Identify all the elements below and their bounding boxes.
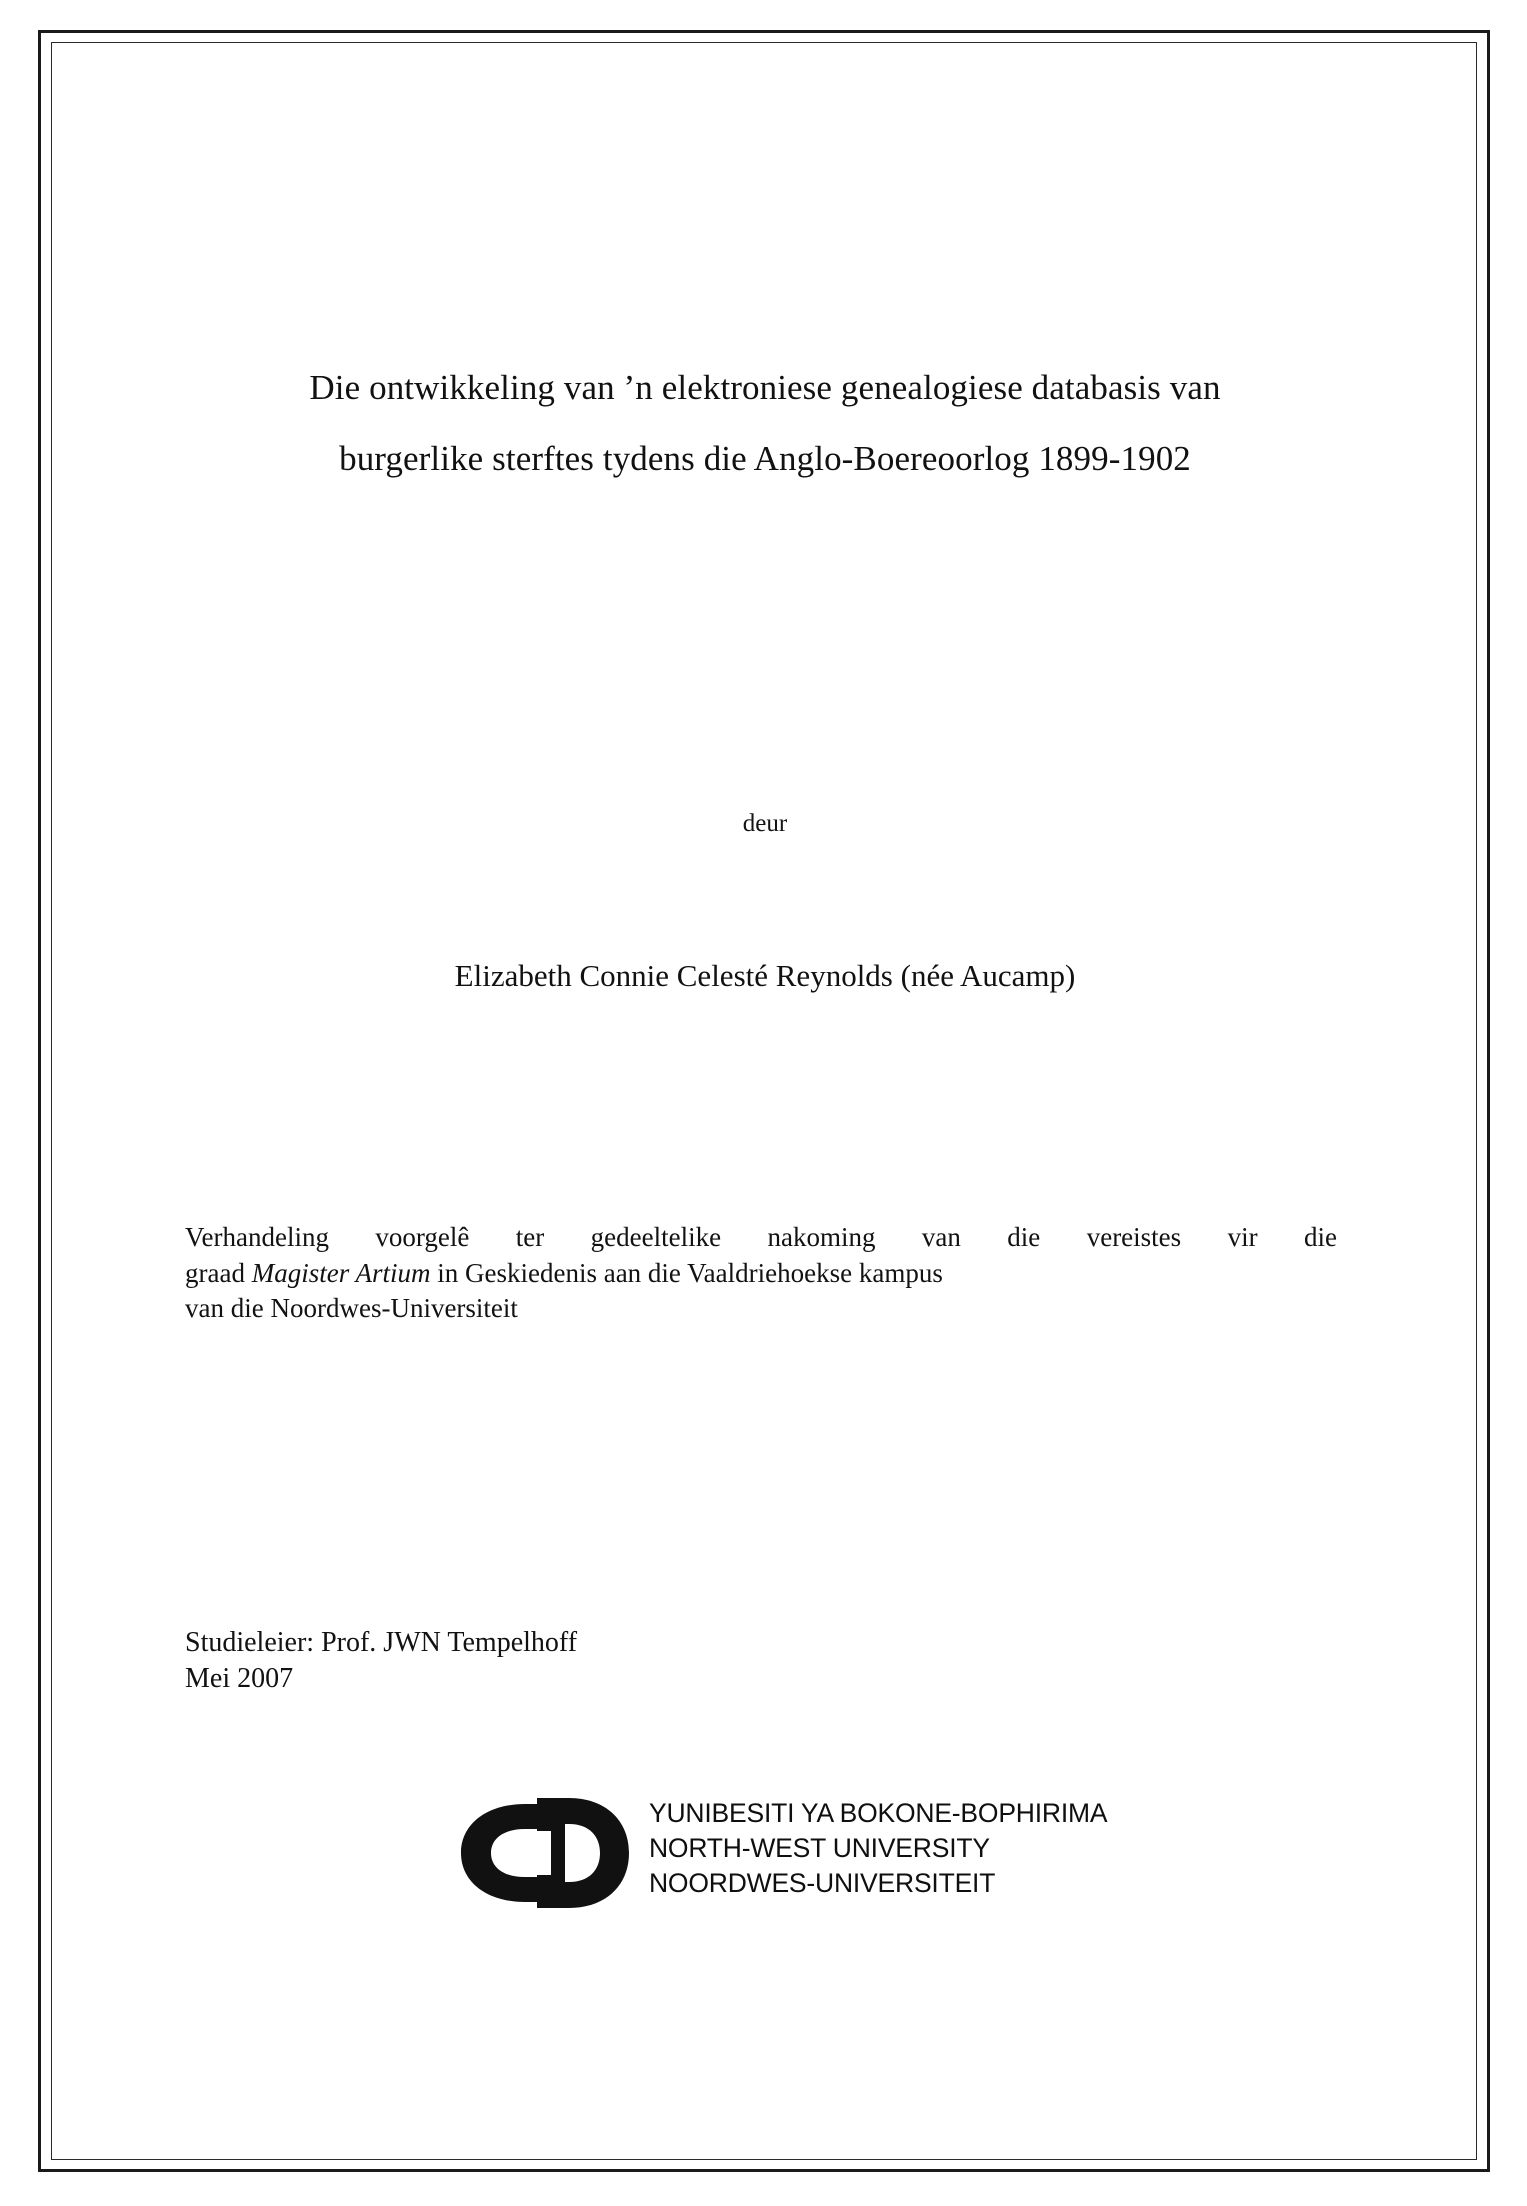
- declaration-line-2-suffix: in Geskiedenis aan die Vaaldriehoekse kampus: [430, 1257, 943, 1288]
- supervisor-block: [185, 1625, 1337, 1697]
- declaration-line-2: [185, 1256, 1337, 1292]
- page-title: [185, 370, 1345, 476]
- title-line-2: burgerlike sterftes tydens die Anglo-Boereoorlog 1899-1902: [339, 439, 1191, 478]
- supervisor-name: Studieleier: Prof. JWN Tempelhoff: [185, 1627, 578, 1658]
- university-logo: [453, 1790, 1108, 1920]
- declaration-line-3: van die Noordwes-Universiteit: [185, 1293, 518, 1324]
- degree-name: Magister Artium: [251, 1257, 431, 1288]
- logo-text-line-2: NORTH-WEST UNIVERSITY: [649, 1833, 990, 1864]
- logo-text-line-3: NOORDWES-UNIVERSITEIT: [649, 1868, 996, 1899]
- degree-declaration: [185, 1220, 1337, 1327]
- by-label: deur: [742, 810, 788, 837]
- logo-text-line-1: YUNIBESITI YA BOKONE-BOPHIRIMA: [649, 1798, 1108, 1828]
- title-page-content: [185, 0, 1345, 2206]
- title-line-1: Die ontwikkeling van ’n elektroniese genealogiese databasis van: [309, 368, 1221, 407]
- submission-date: Mei 2007: [185, 1662, 294, 1694]
- declaration-line-1: Verhandeling voorgelê ter gedeeltelike nakoming van die vereistes vir die: [185, 1222, 1337, 1252]
- university-logo-text: [649, 1796, 1107, 1902]
- author-name: Elizabeth Connie Celesté Reynolds (née Aucamp): [454, 958, 1076, 993]
- declaration-line-2-prefix: graad: [185, 1257, 252, 1288]
- north-west-university-logo-icon: [453, 1798, 641, 1908]
